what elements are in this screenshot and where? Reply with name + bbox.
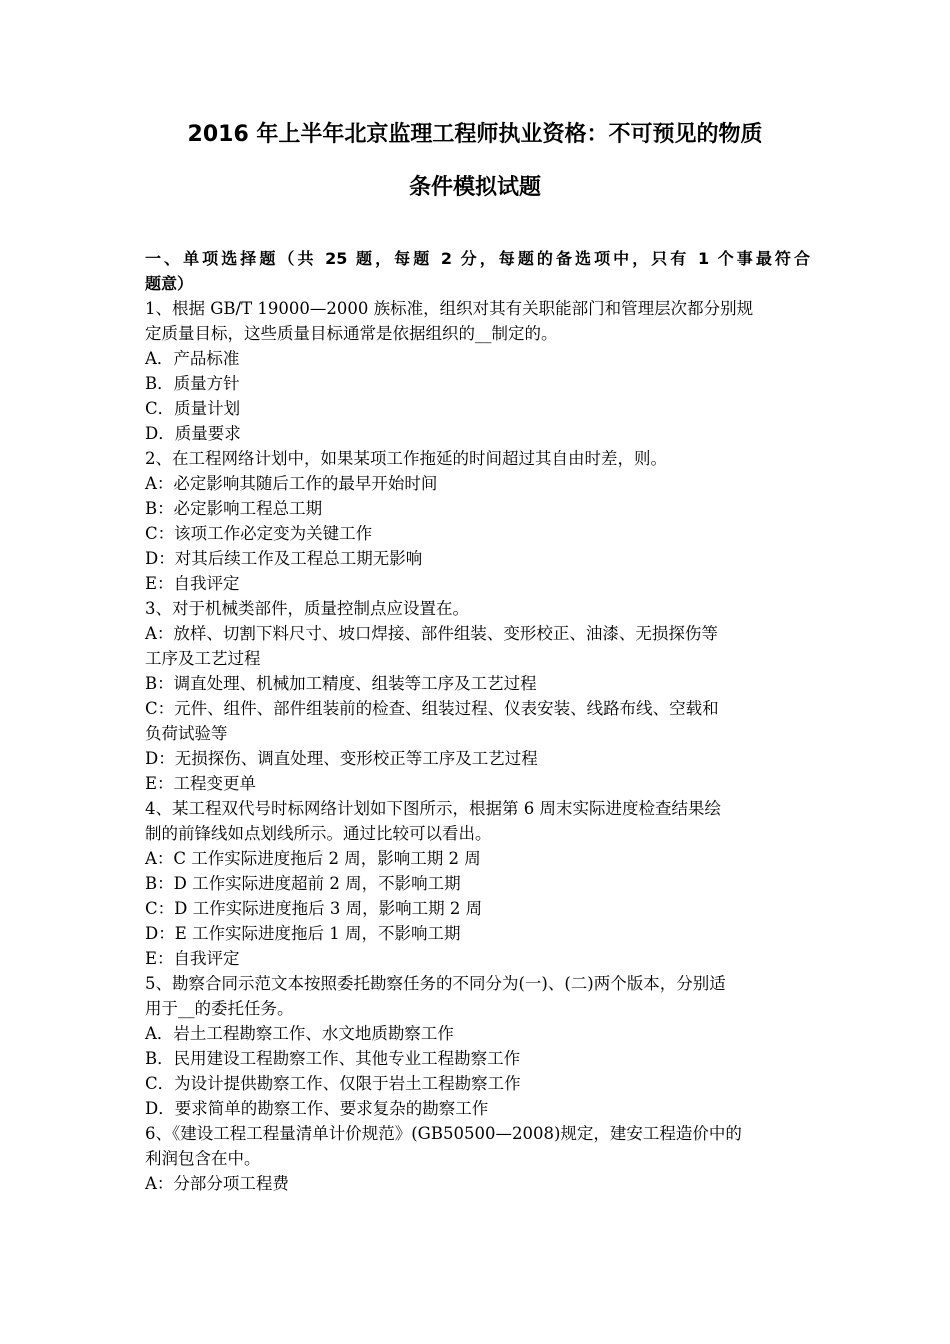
option-line: D：E 工作实际进度拖后 1 周，不影响工期 [145, 924, 461, 943]
section-heading [145, 246, 810, 296]
option-line: B：D 工作实际进度超前 2 周，不影响工期 [145, 874, 461, 893]
document-title-line-2: 条件模拟试题 [408, 175, 541, 200]
question-stem-line: 用于__的委托任务。 [145, 999, 294, 1018]
question-stem-line: 定质量目标，这些质量目标通常是依据组织的__制定的。 [145, 324, 558, 343]
option-line: E：自我评定 [145, 574, 240, 593]
document-body [145, 246, 810, 1196]
question-stem-line: 1、根据 GB/T 19000—2000 族标准，组织对其有关职能部门和管理层次都分别规 [145, 299, 754, 318]
document-title-line-1: 2016 年上半年北京监理工程师执业资格：不可预见的物质 [187, 122, 763, 147]
option-line: A：必定影响其随后工作的最早开始时间 [145, 474, 438, 493]
option-line: A：C 工作实际进度拖后 2 周，影响工期 2 周 [145, 849, 481, 868]
option-line: 负荷试验等 [145, 724, 228, 743]
question-stem-line: 制的前锋线如点划线所示。通过比较可以看出。 [145, 824, 492, 843]
option-line: C．为设计提供勘察工作、仅限于岩土工程勘察工作 [145, 1074, 521, 1093]
option-line: C：元件、组件、部件组装前的检查、组装过程、仪表安装、线路布线、空载和 [145, 699, 719, 718]
option-line: D．质量要求 [145, 424, 241, 443]
option-line: A．产品标准 [145, 349, 240, 368]
question-6 [145, 1121, 810, 1196]
option-line: A：放样、切割下料尺寸、坡口焊接、部件组装、变形校正、油漆、无损探伤等 [145, 624, 718, 643]
question-4 [145, 796, 810, 971]
question-stem-line: 4、某工程双代号时标网络计划如下图所示，根据第 6 周末实际进度检查结果绘 [145, 799, 721, 818]
option-line: E：工程变更单 [145, 774, 257, 793]
option-line: C：该项工作必定变为关键工作 [145, 524, 373, 543]
question-1 [145, 296, 810, 446]
question-stem-line: 3、对于机械类部件，质量控制点应设置在。 [145, 599, 469, 618]
question-stem-line: 利润包含在中。 [145, 1149, 261, 1168]
question-2 [145, 446, 810, 596]
question-3 [145, 596, 810, 796]
option-line: D．要求简单的勘察工作、要求复杂的勘察工作 [145, 1099, 489, 1118]
option-line: B：必定影响工程总工期 [145, 499, 323, 518]
option-line: E：自我评定 [145, 949, 240, 968]
option-line: B：调直处理、机械加工精度、组装等工序及工艺过程 [145, 674, 537, 693]
section-heading-line: 一、单项选择题（共 25 题，每题 2 分，每题的备选项中，只有 1 个事最符合 [145, 249, 810, 268]
section-heading-line: 题意） [145, 274, 194, 293]
option-line: B．民用建设工程勘察工作、其他专业工程勘察工作 [145, 1049, 521, 1068]
option-line: A．岩土工程勘察工作、水文地质勘察工作 [145, 1024, 454, 1043]
option-line: C：D 工作实际进度拖后 3 周，影响工期 2 周 [145, 899, 483, 918]
question-stem-line: 2、在工程网络计划中，如果某项工作拖延的时间超过其自由时差，则。 [145, 449, 667, 468]
question-stem-line: 6、《建设工程工程量清单计价规范》(GB50500—2008)规定，建安工程造价中的 [145, 1124, 742, 1143]
question-stem-line: 5、勘察合同示范文本按照委托勘察任务的不同分为(一)、(二)两个版本，分别适 [145, 974, 726, 993]
option-line: D：对其后续工作及工程总工期无影响 [145, 549, 423, 568]
option-line: D：无损探伤、调直处理、变形校正等工序及工艺过程 [145, 749, 538, 768]
question-5 [145, 971, 810, 1121]
option-line: 工序及工艺过程 [145, 649, 261, 668]
option-line: C．质量计划 [145, 399, 241, 418]
option-line: A：分部分项工程费 [145, 1174, 289, 1193]
option-line: B．质量方针 [145, 374, 240, 393]
